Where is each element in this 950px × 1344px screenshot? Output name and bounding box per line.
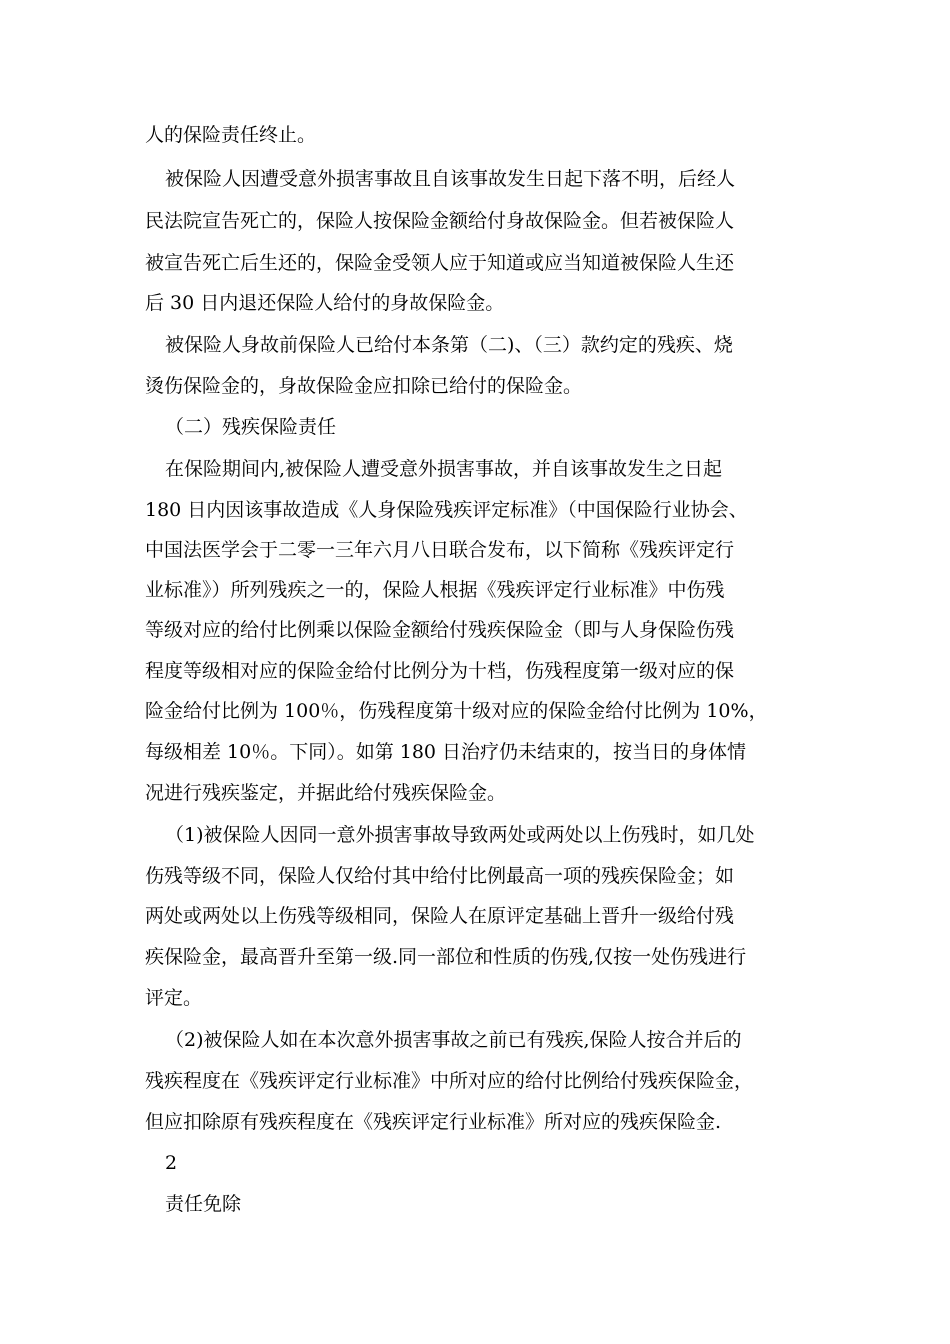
text-line: 被宣告死亡后生还的，保险金受领人应于知道或应当知道被保险人生还	[145, 252, 735, 274]
text-line: 民法院宣告死亡的，保险人按保险金额给付身故保险金。但若被保险人	[145, 210, 735, 232]
text-line: 180 日内因该事故造成《人身保险残疾评定标准》（中国保险行业协会、	[145, 499, 748, 521]
text-line: 人的保险责任终止。	[145, 124, 317, 146]
text-line: 烫伤保险金的，身故保险金应扣除已给付的保险金。	[145, 375, 583, 397]
section-heading: （二）残疾保险责任	[165, 416, 337, 438]
text-line: 被保险人身故前保险人已给付本条第（二)、（三）款约定的残疾、烧	[165, 334, 733, 356]
text-line: 评定。	[145, 987, 203, 1009]
text-line: 业标准》）所列残疾之一的，保险人根据《残疾评定行业标准》中伤残	[145, 579, 725, 601]
text-line: 两处或两处以上伤残等级相同，保险人在原评定基础上晋升一级给付残	[145, 905, 735, 927]
text-line: 在保险期间内,被保险人遭受意外损害事故，并自该事故发生之日起	[165, 458, 723, 480]
text-line: 伤残等级不同，保险人仅给付其中给付比例最高一项的残疾保险金；如	[145, 865, 735, 887]
section-number: 2	[165, 1152, 178, 1174]
text-line: 程度等级相对应的保险金给付比例分为十档，伤残程度第一级对应的保	[145, 660, 735, 682]
text-line: 被保险人因遭受意外损害事故且自该事故发生日起下落不明，后经人	[165, 168, 736, 190]
text-line: 况进行残疾鉴定，并据此给付残疾保险金。	[145, 782, 507, 804]
text-line: 后 30 日内退还保险人给付的身故保险金。	[145, 292, 505, 314]
text-line: 每级相差 10％。下同）。如第 180 日治疗仍未结束的，按当日的身体情	[145, 741, 747, 763]
text-line: 残疾程度在《残疾评定行业标准》中所对应的给付比例给付残疾保险金，	[145, 1070, 754, 1092]
text-line: 等级对应的给付比例乘以保险金额给付残疾保险金（即与人身保险伤残	[145, 619, 735, 641]
text-line: 疾保险金，最高晋升至第一级.同一部位和性质的伤残,仅按一处伤残进行	[145, 946, 747, 968]
text-line: （2)被保险人如在本次意外损害事故之前已有残疾,保险人按合并后的	[165, 1029, 742, 1051]
text-line: 但应扣除原有残疾程度在《残疾评定行业标准》所对应的残疾保险金.	[145, 1111, 722, 1133]
text-line: （1)被保险人因同一意外损害事故导致两处或两处以上伤残时，如几处	[165, 824, 755, 846]
text-line: 中国法医学会于二零一三年六月八日联合发布，以下简称《残疾评定行	[145, 539, 735, 561]
section-heading: 责任免除	[165, 1193, 242, 1215]
text-line: 险金给付比例为 100％，伤残程度第十级对应的保险金给付比例为 10%，	[145, 700, 768, 722]
